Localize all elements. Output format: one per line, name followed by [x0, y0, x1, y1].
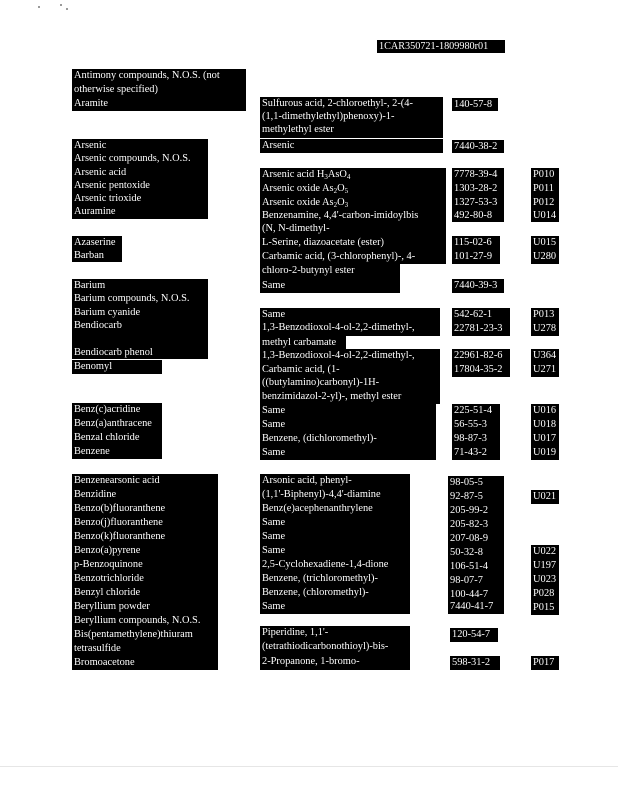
redacted-block-sulfurous	[260, 97, 443, 138]
waste-code: P012	[533, 197, 555, 208]
chemical-name-prefix: Arsenic oxide As	[262, 183, 334, 194]
chemical-name: Carbamic acid, (3-chlorophenyl)-, 4-	[262, 251, 416, 262]
cas-number: 101-27-9	[454, 251, 493, 262]
chemical-name: Same	[262, 447, 286, 458]
constituent-name: Arsenic pentoxide	[74, 180, 150, 191]
constituent-name: tetrasulfide	[74, 643, 121, 654]
redacted-cas	[450, 628, 498, 642]
chemical-name: (tetrathiodicarbonothioyl)-bis-	[262, 641, 389, 652]
subscript: 3	[344, 201, 349, 209]
cas-number: 98-87-3	[454, 433, 487, 444]
redacted-code-group	[531, 545, 559, 615]
chemical-name: Same	[262, 601, 286, 612]
cas-number: 50-32-8	[450, 547, 483, 558]
subscript: 4	[346, 173, 351, 181]
chemical-name	[262, 168, 350, 182]
constituent-name: Benzenearsonic acid	[74, 475, 160, 486]
cas-number: 17804-35-2	[454, 364, 503, 375]
chemical-name: 1,3-Benzodioxol-4-ol-2,2-dimethyl-,	[262, 350, 415, 361]
scan-speck	[38, 6, 40, 8]
waste-code: P013	[533, 309, 555, 320]
chemical-name: 2,5-Cyclohexadiene-1,4-dione	[262, 559, 389, 570]
redacted-code	[531, 656, 559, 670]
constituent-name: Bis(pentamethylene)thiuram	[74, 629, 193, 640]
constituent-name: Barium cyanide	[74, 307, 141, 318]
constituent-name: Benzidine	[74, 489, 117, 500]
cas-number: 7440-39-3	[454, 280, 498, 291]
constituent-name: Arsenic acid	[74, 167, 127, 178]
redacted-block-arsenic	[72, 139, 208, 219]
chemical-name: Arsenic	[262, 140, 295, 151]
cas-number: 598-31-2	[452, 657, 491, 668]
cas-number: 1327-53-3	[454, 197, 498, 208]
constituent-name: Benz(c)acridine	[74, 404, 141, 415]
cas-number: 492-80-8	[454, 210, 493, 221]
cas-number: 92-87-5	[450, 491, 483, 502]
cas-number: 98-05-5	[450, 477, 483, 488]
chemical-name	[262, 182, 348, 196]
redacted-block-arsenic-same	[260, 139, 443, 153]
waste-code: U023	[533, 574, 557, 585]
chemical-name: 1,3-Benzodioxol-4-ol-2,2-dimethyl-,	[262, 322, 415, 333]
chemical-name	[262, 196, 348, 210]
redacted-code-group	[531, 308, 559, 336]
constituent-name: Bendiocarb	[74, 320, 122, 331]
cas-number: 140-57-8	[454, 99, 493, 110]
constituent-name: p-Benzoquinone	[74, 559, 143, 570]
chemical-name: Arsonic acid, phenyl-	[262, 475, 352, 486]
waste-code: U018	[533, 419, 557, 430]
scan-speck	[66, 8, 68, 10]
chemical-name: Sulfurous acid, 2-chloroethyl-, 2-(4-	[262, 98, 413, 109]
chemical-name: (1,1'-Biphenyl)-4,4'-diamine	[262, 489, 381, 500]
constituent-name: Benz(a)anthracene	[74, 418, 152, 429]
cas-number: 22781-23-3	[454, 323, 503, 334]
chemical-name: Same	[262, 405, 286, 416]
waste-code: P011	[533, 183, 554, 194]
waste-code: P017	[533, 657, 555, 668]
cas-number: 207-08-9	[450, 533, 489, 544]
chemical-name: methylethyl ester	[262, 124, 334, 135]
redacted-cas-group	[452, 349, 510, 377]
chemical-name: Same	[262, 531, 286, 542]
chemical-name: (1,1-dimethylethyl)phenoxy)-1-	[262, 111, 395, 122]
constituent-name: Bromoacetone	[74, 657, 135, 668]
redacted-cas	[452, 98, 498, 111]
redacted-cas	[452, 140, 504, 153]
chemical-name: Benzene, (dichloromethyl)-	[262, 433, 377, 444]
chemical-name: Benzene, (trichloromethyl)-	[262, 573, 378, 584]
constituent-name: Benzene	[74, 446, 110, 457]
formula-fragment: O	[337, 197, 345, 208]
chemical-name: ((butylamino)carbonyl)-1H-	[262, 377, 380, 388]
waste-code: U364	[533, 350, 557, 361]
redacted-block-bendiocarb-2	[260, 336, 346, 349]
redacted-cas-group	[452, 168, 504, 222]
redacted-block-barban-ester	[260, 264, 400, 293]
chemical-name-prefix: Arsenic acid H	[262, 169, 325, 180]
subscript: 5	[344, 187, 349, 195]
redacted-block-benzenearsonic	[72, 474, 218, 670]
cas-number: 71-43-2	[454, 447, 487, 458]
redacted-cas-group	[448, 476, 504, 614]
redacted-code-group	[531, 168, 559, 222]
constituent-name: Benomyl	[74, 361, 113, 372]
waste-code: U197	[533, 560, 557, 571]
scan-speck	[60, 4, 62, 6]
chemical-name: Same	[262, 517, 286, 528]
chemical-name: Piperidine, 1,1'-	[262, 627, 329, 638]
constituent-name: Barium	[74, 280, 106, 291]
waste-code: U021	[533, 491, 557, 502]
chemical-name: chloro-2-butynyl ester	[262, 265, 355, 276]
constituent-name: Benzo(a)pyrene	[74, 545, 141, 556]
cas-number: 7440-41-7	[450, 601, 494, 612]
chemical-name: Benzene, (chloromethyl)-	[262, 587, 369, 598]
chemical-name-prefix: Arsenic oxide As	[262, 197, 334, 208]
constituent-name: Benzo(j)fluoranthene	[74, 517, 163, 528]
waste-code: U017	[533, 433, 557, 444]
redacted-code	[531, 490, 559, 504]
cas-number: 22961-82-6	[454, 350, 503, 361]
redacted-block-antimony	[72, 69, 246, 111]
constituent-name: Barban	[74, 250, 105, 261]
redacted-code-group	[531, 349, 559, 377]
waste-code: U280	[533, 251, 557, 262]
redacted-cas-group	[452, 308, 510, 336]
constituent-name: Beryllium powder	[74, 601, 150, 612]
redacted-block-benz	[72, 403, 162, 459]
constituent-name: Benzotrichloride	[74, 573, 144, 584]
cas-number: 7440-38-2	[454, 141, 498, 152]
redacted-block-benz-same	[260, 404, 436, 460]
subscript: 2	[333, 201, 338, 209]
formula-fragment: AsO	[327, 169, 347, 180]
document-id: 1CAR350721-1809980r01	[379, 41, 489, 52]
cas-number: 106-51-4	[450, 561, 489, 572]
constituent-name: Benzo(b)fluoranthene	[74, 503, 166, 514]
subscript: 2	[333, 187, 338, 195]
constituent-name: Arsenic trioxide	[74, 193, 142, 204]
redacted-cas	[450, 656, 500, 670]
redacted-block-piperidine	[260, 626, 410, 670]
cas-number: 98-07-7	[450, 575, 483, 586]
cas-number: 7778-39-4	[454, 169, 498, 180]
waste-code: U014	[533, 210, 557, 221]
waste-code: P010	[533, 169, 555, 180]
redacted-block-benomyl	[72, 360, 162, 374]
constituent-name: Benzyl chloride	[74, 587, 141, 598]
cas-number: 56-55-3	[454, 419, 487, 430]
constituent-name: Benzal chloride	[74, 432, 140, 443]
cas-number: 542-62-1	[454, 309, 493, 320]
constituent-name: Beryllium compounds, N.O.S.	[74, 615, 201, 626]
chemical-name: Same	[262, 309, 286, 320]
chemical-name: L-Serine, diazoacetate (ester)	[262, 237, 385, 248]
redacted-block-barium	[72, 279, 208, 359]
constituent-name: Arsenic compounds, N.O.S.	[74, 153, 191, 164]
constituent-name: Barium compounds, N.O.S.	[74, 293, 190, 304]
constituent-name: Auramine	[74, 206, 116, 217]
chemical-name: 2-Propanone, 1-bromo-	[262, 656, 360, 667]
constituent-name: Benzo(k)fluoranthene	[74, 531, 166, 542]
redacted-block-arsenic-acid	[260, 168, 446, 264]
redacted-block-azaserine	[72, 236, 122, 262]
chemical-name: Benz(e)acephenanthrylene	[262, 503, 373, 514]
chemical-name: Benzenamine, 4,4'-carbon-imidoylbis	[262, 210, 419, 221]
constituent-name: Antimony compounds, N.O.S. (not	[74, 70, 220, 81]
waste-code: U015	[533, 237, 557, 248]
cas-number: 115-02-6	[454, 237, 492, 248]
constituent-name: Aramite	[74, 98, 109, 109]
chemical-name: (N, N-dimethyl-	[262, 223, 330, 234]
cas-number: 100-44-7	[450, 589, 489, 600]
chemical-name: methyl carbamate	[262, 337, 337, 348]
redacted-cas	[452, 279, 504, 293]
subscript: 3	[324, 173, 328, 181]
chemical-name: Same	[262, 280, 286, 291]
waste-code: U278	[533, 323, 557, 334]
redacted-block-benomyl-name	[260, 349, 440, 404]
waste-code: P028	[533, 588, 555, 599]
constituent-name: Bendiocarb phenol	[74, 347, 153, 358]
constituent-name: otherwise specified)	[74, 84, 158, 95]
waste-code: U022	[533, 546, 557, 557]
document-id-redaction	[377, 40, 505, 53]
waste-code: U016	[533, 405, 557, 416]
formula-fragment: O	[337, 183, 345, 194]
cas-number: 225-51-4	[454, 405, 493, 416]
redacted-block-bendiocarb	[260, 308, 440, 336]
cas-number: 205-99-2	[450, 505, 489, 516]
redacted-cas-group	[452, 404, 500, 460]
redacted-cas-group	[452, 236, 500, 264]
cas-number: 120-54-7	[452, 629, 491, 640]
redacted-block-arsonic	[260, 474, 410, 614]
waste-code: U271	[533, 364, 557, 375]
redacted-code-group	[531, 236, 559, 264]
waste-code: P015	[533, 602, 555, 613]
cas-number: 205-82-3	[450, 519, 489, 530]
constituent-name: Azaserine	[74, 237, 116, 248]
chemical-name: Same	[262, 419, 286, 430]
chemical-name: Same	[262, 545, 286, 556]
chemical-name: benzimidazol-2-yl)-, methyl ester	[262, 391, 402, 402]
cas-number: 1303-28-2	[454, 183, 498, 194]
constituent-name: Arsenic	[74, 140, 107, 151]
scan-edge-line	[0, 766, 618, 767]
chemical-name: Carbamic acid, (1-	[262, 364, 340, 375]
redacted-code-group	[531, 404, 559, 460]
waste-code: U019	[533, 447, 557, 458]
